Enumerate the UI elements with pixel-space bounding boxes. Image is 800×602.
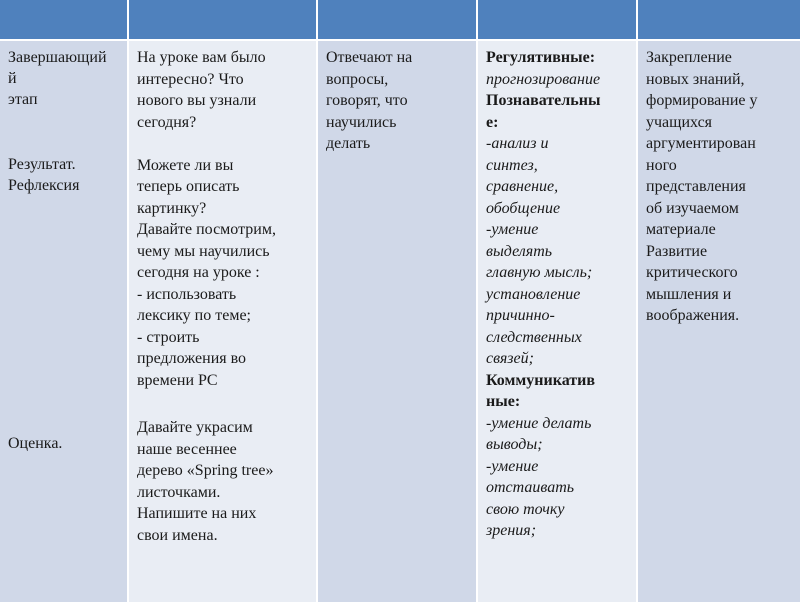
text-line: Давайте посмотрим,	[137, 221, 276, 238]
text-line: делать	[326, 135, 371, 152]
text-line: наше весеннее	[137, 440, 237, 458]
text-line: сегодня?	[137, 113, 197, 131]
text-line: дерево «Spring tree»	[137, 462, 274, 479]
goals-cell	[638, 41, 800, 602]
text-line: Развитие	[646, 242, 708, 260]
text-line: связей;	[486, 350, 534, 367]
text-line: ного	[646, 156, 677, 174]
text-line: -умение делать	[486, 414, 592, 432]
table-body-row	[0, 39, 800, 600]
text-line: научились	[326, 113, 397, 131]
text-line: сегодня на уроке :	[137, 264, 260, 281]
stage-title-line2: й	[8, 69, 17, 87]
header-cell-2	[129, 0, 318, 39]
text-line: материале	[646, 221, 716, 238]
text-line: следственных	[486, 328, 582, 346]
header-cell-5	[638, 0, 800, 39]
text-line: картинку?	[137, 199, 207, 217]
text-line: выводы;	[486, 436, 543, 453]
text-line: причинно-	[486, 307, 555, 324]
text-line: Напишите на них	[137, 505, 257, 522]
text-line: -умение	[486, 457, 539, 475]
text-line: нового вы узнали	[137, 92, 257, 109]
text-line: вопросы,	[326, 70, 389, 88]
text-line: интересно? Что	[137, 70, 244, 88]
text-line: времени PC	[137, 371, 218, 389]
header-cell-1	[0, 0, 129, 39]
text-line: критического	[646, 264, 738, 281]
text-line: свою точку	[486, 500, 565, 518]
skill-heading: Регулятивные:	[486, 49, 596, 66]
stage-cell	[0, 41, 129, 602]
text-line: листочками.	[137, 483, 221, 501]
skill-heading: Познавательны	[486, 92, 601, 109]
text-line: синтез,	[486, 156, 538, 174]
text-line: -анализ и	[486, 135, 549, 152]
text-line: говорят, что	[326, 92, 408, 109]
stage-title-line3: этап	[8, 91, 38, 108]
text-line: мышления и	[646, 285, 732, 303]
text-line: прогнозирование	[486, 70, 601, 88]
text-line: установление	[486, 285, 581, 303]
text-line: воображения.	[646, 307, 740, 324]
stage-title-line1: Завершающий	[8, 49, 107, 66]
text-line: учащихся	[646, 113, 713, 131]
text-line: свои имена.	[137, 526, 218, 544]
header-cell-4	[478, 0, 638, 39]
text-line: На уроке вам было	[137, 49, 266, 66]
text-line: формирование у	[646, 92, 758, 109]
text-line: об изучаемом	[646, 199, 739, 217]
skill-heading: е:	[486, 113, 499, 131]
text-line: представления	[646, 178, 746, 195]
text-line: Закрепление	[646, 49, 732, 66]
text-line: чему мы научились	[137, 242, 270, 260]
text-line: Можете ли вы	[137, 156, 234, 174]
text-line: обобщение	[486, 199, 561, 217]
text-line: аргументирован	[646, 135, 756, 152]
text-line: сравнение,	[486, 178, 559, 195]
text-line: главную мысль;	[486, 264, 593, 281]
result-label: Результат.	[8, 155, 76, 173]
skill-heading: Коммуникатив	[486, 371, 596, 389]
reflection-label: Рефлексия	[8, 177, 80, 194]
header-cell-3	[318, 0, 478, 39]
table-header-row	[0, 0, 800, 39]
text-line: лексику по теме;	[137, 307, 251, 324]
text-line: теперь описать	[137, 178, 240, 195]
text-line: - строить	[137, 328, 200, 346]
text-line: Давайте украсим	[137, 419, 253, 436]
assessment-label: Оценка.	[8, 434, 63, 452]
text-line: выделять	[486, 242, 553, 260]
text-line: Отвечают на	[326, 49, 413, 66]
student-activity-cell	[318, 41, 478, 602]
text-line: новых знаний,	[646, 70, 745, 88]
text-line: зрения;	[486, 522, 537, 539]
text-line: предложения во	[137, 350, 247, 367]
teacher-activity-cell	[129, 41, 318, 602]
text-line: -умение	[486, 221, 539, 238]
text-line: отстаивать	[486, 479, 575, 496]
text-line: - использовать	[137, 285, 237, 303]
skills-cell	[478, 41, 638, 602]
skill-heading: ные:	[486, 393, 521, 410]
